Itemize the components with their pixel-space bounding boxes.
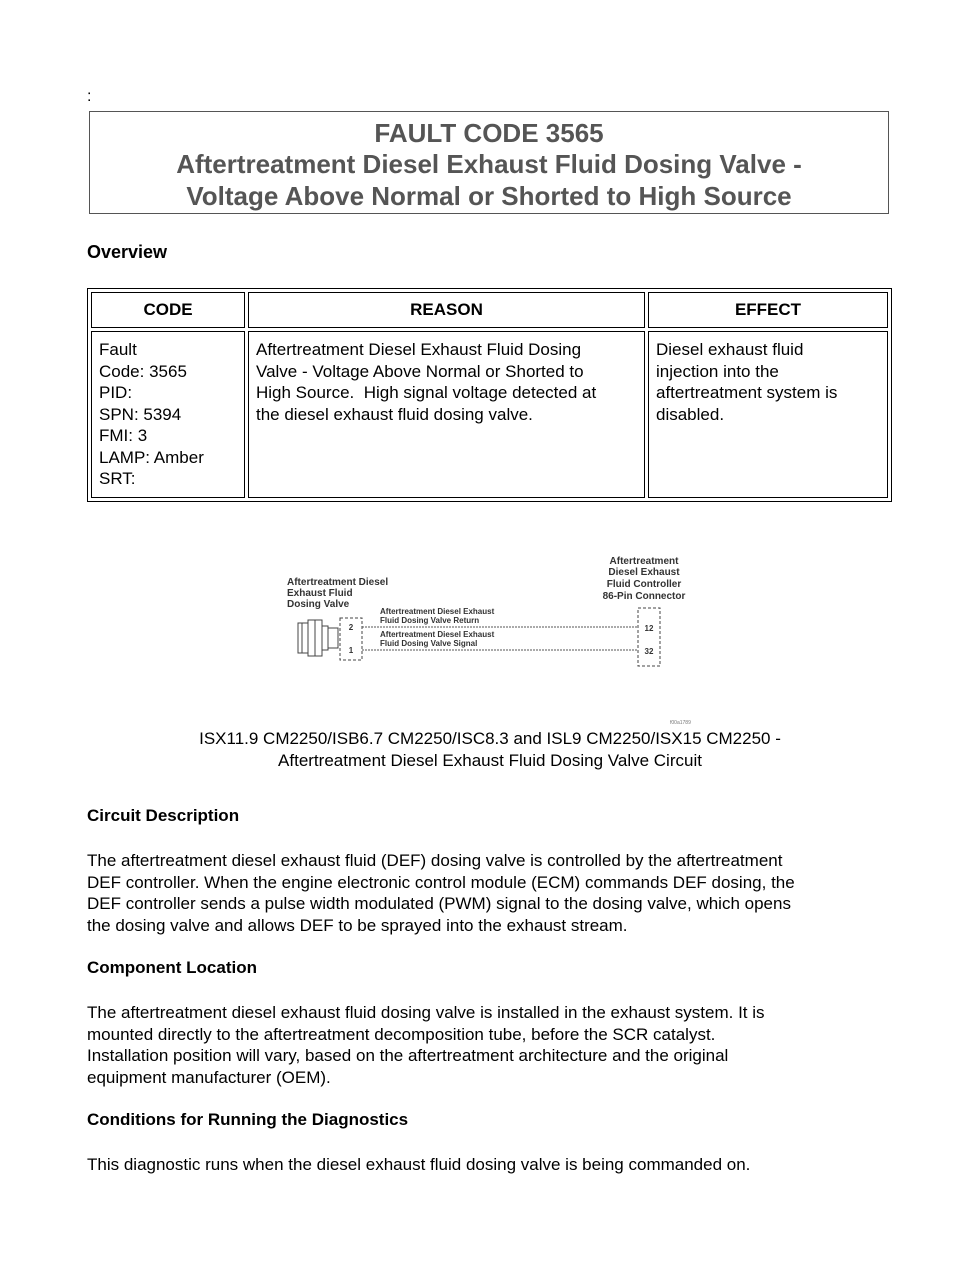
- valve-pin-label: 1: [348, 646, 354, 655]
- code-line: Code: 3565: [99, 361, 187, 381]
- conditions-heading: Conditions for Running the Diagnostics: [87, 1110, 409, 1129]
- valve-label-line: Aftertreatment Diesel: [287, 577, 389, 588]
- paragraph-line: equipment manufacturer (OEM).: [87, 1067, 331, 1087]
- effect-cell: [648, 331, 888, 498]
- valve-label-line: Exhaust Fluid: [287, 588, 353, 599]
- fault-code-title-box: [89, 111, 889, 214]
- reason-line: Aftertreatment Diesel Exhaust Fluid Dosing: [256, 340, 582, 359]
- effect-line: aftertreatment system is: [656, 383, 838, 402]
- fault-title-line-1: Aftertreatment Diesel Exhaust Fluid Dosing Valve -: [176, 149, 802, 179]
- paragraph-line: The aftertreatment diesel exhaust fluid dosing valve is installed in the exhaust system. It is: [87, 1003, 765, 1022]
- page-colon: :: [87, 88, 92, 105]
- caption-line-2: Aftertreatment Diesel Exhaust Fluid Dosing Valve Circuit: [278, 751, 702, 770]
- controller-label-line: Aftertreatment: [609, 556, 679, 567]
- code-line: LAMP: Amber: [99, 447, 204, 467]
- valve-label-line: Dosing Valve: [287, 599, 350, 610]
- conditions-text: This diagnostic runs when the diesel exhaust fluid dosing valve is being commanded on.: [87, 1155, 751, 1174]
- valve-pin-label: 2: [348, 623, 354, 632]
- controller-connector: [638, 608, 660, 666]
- circuit-diagram: [280, 550, 720, 730]
- circuit-description-heading: Circuit Description: [87, 806, 240, 825]
- paragraph-line: mounted directly to the aftertreatment decomposition tube, before the SCR catalyst.: [87, 1024, 716, 1044]
- reason-line: High Source. High signal voltage detected at: [256, 383, 597, 402]
- circuit-description-text: [87, 850, 897, 936]
- figure-id: f00a1789: [670, 720, 691, 726]
- fault-code-heading: FAULT CODE 3565: [374, 118, 604, 148]
- reason-cell: [248, 331, 645, 498]
- code-cell: [91, 331, 245, 498]
- effect-line: Diesel exhaust fluid: [656, 340, 804, 359]
- reason-line: Valve - Voltage Above Normal or Shorted to: [256, 361, 584, 381]
- wire-return-label: Fluid Dosing Valve Return: [380, 616, 480, 625]
- code-line: PID:: [99, 383, 133, 402]
- overview-header-row: [91, 292, 888, 328]
- fault-title-line-2: Voltage Above Normal or Shorted to High Source: [186, 181, 792, 211]
- overview-heading: Overview: [87, 242, 168, 262]
- figure-caption: [90, 728, 890, 772]
- effect-line: disabled.: [656, 404, 725, 424]
- paragraph-line: DEF controller. When the engine electronic control module (ECM) commands DEF dosing, the: [87, 872, 795, 892]
- component-location-heading: Component Location: [87, 958, 257, 977]
- header-reason: REASON: [248, 292, 645, 328]
- code-line: FMI: 3: [99, 426, 148, 445]
- code-line: SPN: 5394: [99, 404, 182, 424]
- component-location-text: [87, 1002, 897, 1088]
- overview-row: [91, 331, 888, 498]
- wire-return-label: Aftertreatment Diesel Exhaust: [380, 607, 495, 616]
- code-line: Fault: [99, 340, 137, 359]
- caption-line-1: ISX11.9 CM2250/ISB6.7 CM2250/ISC8.3 and ISL9 CM2250/ISX15 CM2250 -: [199, 729, 781, 748]
- wire-signal-label: Aftertreatment Diesel Exhaust: [380, 630, 495, 639]
- paragraph-line: the dosing valve and allows DEF to be sprayed into the exhaust stream.: [87, 915, 628, 935]
- controller-label-line: 86-Pin Connector: [602, 591, 686, 602]
- reason-line: the diesel exhaust fluid dosing valve.: [256, 404, 533, 424]
- controller-pin-label: 12: [644, 624, 654, 633]
- code-line: SRT:: [99, 469, 136, 488]
- effect-line: injection into the: [656, 361, 779, 381]
- paragraph-line: DEF controller sends a pulse width modulated (PWM) signal to the dosing valve, which opens: [87, 894, 791, 913]
- header-code: CODE: [91, 292, 245, 328]
- controller-label-line: Fluid Controller: [606, 579, 682, 590]
- controller-pin-label: 32: [644, 647, 654, 656]
- paragraph-line: The aftertreatment diesel exhaust fluid (DEF) dosing valve is controlled by the aftertreatment: [87, 851, 783, 870]
- paragraph-line: Installation position will vary, based on the aftertreatment architecture and the original: [87, 1046, 729, 1065]
- dosing-valve-icon: [298, 620, 338, 656]
- overview-table: [87, 288, 892, 502]
- wire-signal-label: Fluid Dosing Valve Signal: [380, 639, 478, 648]
- controller-label-line: Diesel Exhaust: [608, 567, 680, 578]
- header-effect: EFFECT: [648, 292, 888, 328]
